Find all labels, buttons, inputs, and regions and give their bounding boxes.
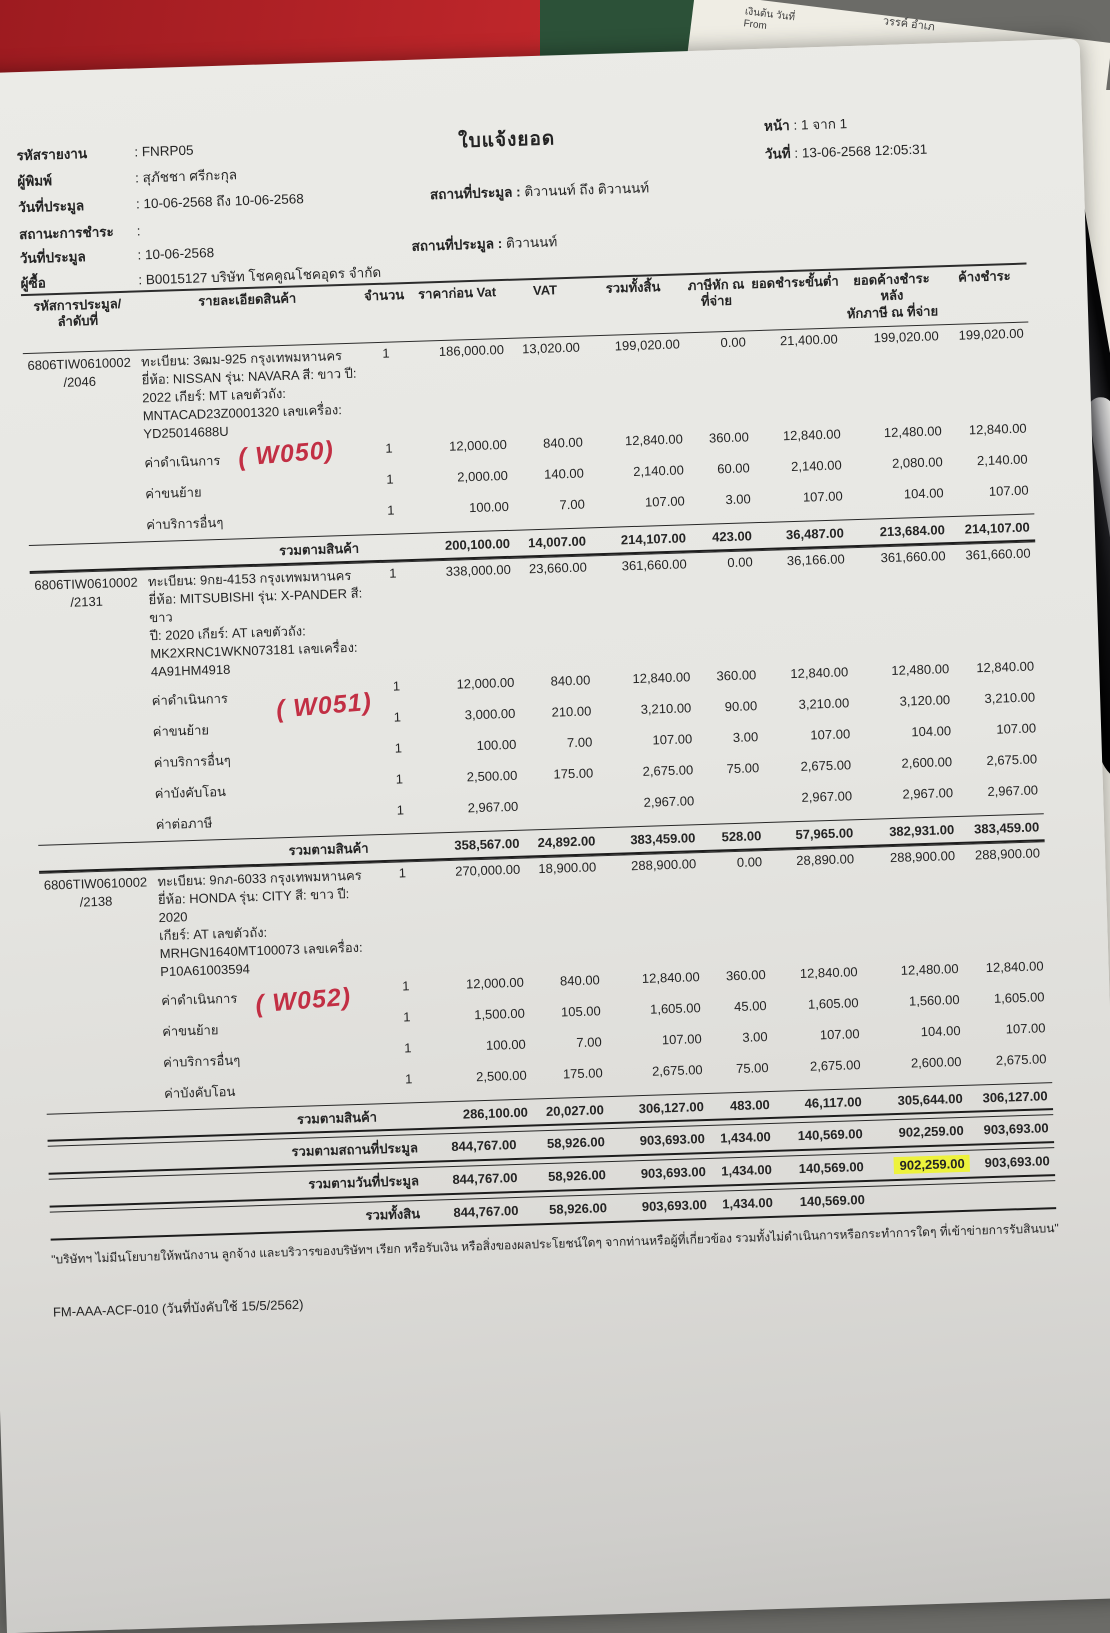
amount-cell: 200,100.00 <box>444 535 511 553</box>
amount-cell: 358,567.00 <box>454 835 520 853</box>
amount-cell: 1,560.00 <box>908 991 960 1009</box>
amount-cell: 90.00 <box>724 697 758 714</box>
amount-cell: 844,767.00 <box>451 1137 517 1155</box>
amount-cell: 60.00 <box>716 460 750 477</box>
handwritten-annotation: ( W051) <box>274 687 373 724</box>
amount-cell: 12,840.00 <box>985 958 1044 975</box>
amount-cell: 3,210.00 <box>984 689 1036 706</box>
amount-cell <box>369 544 415 549</box>
field-buyer: ผู้ซื้อ : B0015127 บริษัท โชคคูณโชคอุดร จำกัด <box>20 264 382 292</box>
amount-cell: 107.00 <box>988 482 1029 499</box>
amount-cell: 12,840.00 <box>968 420 1027 438</box>
amount-cell: 1 <box>386 471 394 487</box>
field-auction-date: วันที่ประมูล : 10-06-2568 <box>19 245 215 267</box>
amount-cell: 903,693.00 <box>641 1197 708 1215</box>
amount-cell: 286,100.00 <box>462 1104 529 1122</box>
amount-cell: 18,900.00 <box>538 859 597 876</box>
fee-label: ค่าบังคับโอน <box>154 783 227 801</box>
amount-cell: 100.00 <box>485 1036 526 1053</box>
amount-cell: 1,434.00 <box>722 1195 774 1212</box>
auction-id: 6806TIW0610002 /2131 <box>34 574 138 610</box>
background-text: เงินต้น วันที่ From <box>742 6 796 32</box>
amount-cell: 270,000.00 <box>454 861 521 879</box>
amount-cell: 107.00 <box>661 1030 702 1048</box>
vehicle-description-text: ทะเบียน: 9กภ-6033 กรุงเทพมหานคร ยี่ห้อ: HONDA รุ่น: CITY สี: ขาว ปี: 2020 เกียร์: AT เลขตัวถัง: MRHGN1640MT100073 เลขเครื่อง: P10A61003594 <box>157 867 363 979</box>
amount-cell: 1 <box>387 502 395 518</box>
amount-cell: 105.00 <box>560 1003 601 1020</box>
amount-cell: 2,500.00 <box>466 767 518 785</box>
amount-cell: 46,117.00 <box>804 1093 862 1111</box>
empty-cell <box>26 445 139 480</box>
amount-cell: 840.00 <box>542 434 584 451</box>
amount-cell: 903,693.00 <box>984 1153 1050 1171</box>
auction-block <box>23 322 1035 572</box>
empty-cell <box>27 476 140 511</box>
fee-label: ค่าบังคับโอน <box>163 1083 236 1101</box>
background-text: วรรค์ อำเภ <box>882 15 936 34</box>
vehicle-description-text: ทะเบียน: 3ฒม-925 กรุงเทพมหานคร ยี่ห้อ: NISSAN รุ่น: NAVARA สี: ขาว ปี: 2022 เกียร์: MT เลขตัวถัง: MNTACAD23Z0001320 เลขเครื่อง: YD25014688U <box>140 347 357 442</box>
field-report-code: รหัสรายงาน : FNRP05 <box>16 142 194 164</box>
amount-cell: 483.00 <box>729 1096 770 1114</box>
amount-cell: 361,660.00 <box>880 547 946 566</box>
empty-cell <box>29 555 141 559</box>
amount-cell: 214,107.00 <box>964 519 1030 537</box>
amount-cell: 360.00 <box>725 966 766 984</box>
amount-cell <box>523 793 599 800</box>
amount-cell: 2,675.00 <box>800 757 852 774</box>
amount-cell: 107.00 <box>1005 1020 1046 1037</box>
amount-cell <box>699 788 765 795</box>
vehicle-description <box>151 863 382 983</box>
amount-cell: 1 <box>385 440 393 456</box>
empty-cell <box>43 983 156 1018</box>
auction-block <box>39 841 1053 1141</box>
empty-cell <box>45 1045 158 1080</box>
empty-cell <box>46 1076 159 1111</box>
empty-cell <box>35 745 148 780</box>
amount-cell: 24,892.00 <box>537 833 596 850</box>
amount-cell: 210.00 <box>551 703 592 720</box>
amount-cell: 423.00 <box>711 528 753 545</box>
summary-label: รวมทั้งสิน <box>365 1206 421 1224</box>
amount-cell: 13,020.00 <box>521 339 581 357</box>
amount-cell: 1,605.00 <box>649 999 701 1017</box>
empty-cell <box>37 807 150 842</box>
amount-cell: 2,500.00 <box>475 1067 527 1084</box>
amount-cell: 12,840.00 <box>782 426 841 444</box>
anti-bribery-disclaimer: "บริษัทฯ ไม่มีนโยบายให้พนักงาน ลูกจ้าง และบริวารของบริษัทฯ เรียก หรือรับเงิน หรือสิ่งของผลประโยชน์ใดๆ จากท่านหรือผู้ที่เกี่ยวข้อง รวมทั้งไม่ดำเนินการหรือกระทำการใดๆ ที่เข้าข่ายการรับสินบน" <box>51 1220 1059 1267</box>
amount-cell: 288,900.00 <box>630 855 697 873</box>
amount-cell: 361,660.00 <box>621 556 687 574</box>
amount-cell: 175.00 <box>562 1064 603 1082</box>
amount-cell: 1,500.00 <box>473 1005 526 1022</box>
fee-label: ค่าบริการอื่นๆ <box>162 1052 241 1070</box>
amount-cell: 1 <box>394 740 403 756</box>
amount-cell <box>971 1192 1056 1199</box>
amount-cell: 1 <box>401 978 410 994</box>
amount-cell: 45.00 <box>733 997 767 1014</box>
fee-label: ค่าดำเนินการ <box>160 990 238 1008</box>
amount-cell: 2,600.00 <box>901 753 953 771</box>
amount-cell: 3,000.00 <box>464 705 516 723</box>
amount-cell <box>387 1113 433 1118</box>
amount-cell: 361,660.00 <box>965 545 1031 563</box>
field-print-datetime: วันที่ : 13-06-2568 12:05:31 <box>764 141 928 162</box>
amount-cell: 2,140.00 <box>976 451 1028 468</box>
amount-cell: 3.00 <box>732 728 759 745</box>
auction-block <box>30 541 1045 872</box>
fee-label: ค่าบริการอื่นๆ <box>153 752 231 770</box>
amount-cell: 199,020.00 <box>873 328 939 346</box>
amount-cell: 3,120.00 <box>899 691 951 709</box>
field-auction-date-range: วันที่ประมูล : 10-06-2568 ถึง 10-06-2568 <box>17 191 304 216</box>
amount-cell: 2,675.00 <box>995 1051 1047 1068</box>
page-title: ใบแจ้งยอด <box>458 128 556 153</box>
amount-cell: 199,020.00 <box>614 336 681 354</box>
amount-cell: 288,900.00 <box>974 845 1041 863</box>
amount-cell: 58,926.00 <box>546 1134 606 1152</box>
amount-cell: 12,840.00 <box>641 968 700 986</box>
amount-cell: 107.00 <box>802 488 843 505</box>
amount-cell: 140,569.00 <box>798 1159 865 1177</box>
amount-cell: 140,569.00 <box>799 1192 866 1210</box>
amount-cell: 528.00 <box>721 827 762 845</box>
amount-cell: 2,140.00 <box>790 457 842 474</box>
amount-cell: 1 <box>403 1039 412 1056</box>
amount-cell: 213,684.00 <box>879 521 946 540</box>
fee-label: ค่าขนย้าย <box>145 484 202 502</box>
amount-cell: 75.00 <box>726 759 760 776</box>
amount-cell: 107.00 <box>810 726 851 743</box>
empty-cell <box>33 683 146 718</box>
amount-cell: 903,693.00 <box>983 1120 1049 1138</box>
amount-cell: 21,400.00 <box>779 331 838 349</box>
column-header: จำนวน <box>363 287 405 304</box>
amount-cell: 12,840.00 <box>799 963 858 981</box>
amount-cell: 360.00 <box>716 666 757 684</box>
amount-cell: 3.00 <box>725 491 751 507</box>
amount-cell: 58,926.00 <box>547 1167 607 1185</box>
amount-cell: 305,644.00 <box>897 1090 963 1108</box>
fee-label: ค่าขนย้าย <box>152 722 210 739</box>
vehicle-description <box>135 343 366 445</box>
amount-cell: 903,693.00 <box>639 1131 706 1149</box>
amount-cell: 104.00 <box>903 485 944 502</box>
amount-cell: 2,967.00 <box>987 782 1039 799</box>
amount-cell: 186,000.00 <box>438 341 505 359</box>
column-header: รหัสการประมูล/ ลำดับที่ <box>33 295 122 330</box>
fee-label: ค่าบริการอื่นๆ <box>146 514 224 533</box>
amount-cell: 7.00 <box>576 1034 602 1050</box>
column-header: รายละเอียดสินค้า <box>198 290 297 309</box>
amount-cell: 140,569.00 <box>797 1126 863 1144</box>
amount-cell: 2,967.00 <box>467 798 519 816</box>
amount-cell: 0.00 <box>736 853 763 870</box>
subtotal-label: รวมตามสินค้า <box>278 540 360 558</box>
fee-label: ค่าดำเนินการ <box>144 452 221 471</box>
amount-cell: 214,107.00 <box>620 530 687 548</box>
amount-cell: 383,459.00 <box>973 819 1040 837</box>
amount-cell: 104.00 <box>911 722 952 740</box>
amount-cell: 175.00 <box>553 765 594 782</box>
amount-cell: 1 <box>389 565 397 581</box>
auction-table <box>21 263 1056 1241</box>
empty-cell <box>44 1014 157 1049</box>
amount-cell <box>870 1194 971 1201</box>
subtotal-label: รวมตามสินค้า <box>288 840 369 858</box>
amount-cell: 12,840.00 <box>624 431 684 448</box>
amount-cell: 1 <box>396 802 405 818</box>
amount-cell: 903,693.00 <box>640 1164 707 1182</box>
amount-cell: 107.00 <box>996 720 1037 737</box>
amount-cell: 338,000.00 <box>445 561 512 579</box>
column-header: รวมทั้งสิ้น <box>605 279 661 296</box>
amount-cell: 0.00 <box>720 334 747 350</box>
amount-cell: 3,210.00 <box>798 695 850 712</box>
amount-cell: 7.00 <box>566 734 593 750</box>
amount-cell: 104.00 <box>920 1022 961 1039</box>
summary-label: รวมตามวันที่ประมูล <box>308 1173 420 1192</box>
amount-cell: 1 <box>395 771 404 787</box>
amount-cell: 12,480.00 <box>891 660 950 678</box>
amount-cell: 1 <box>404 1070 413 1087</box>
amount-cell: 12,840.00 <box>976 658 1035 676</box>
amount-cell: 100.00 <box>468 498 510 515</box>
amount-cell: 2,675.00 <box>986 751 1038 768</box>
auction-id: 6806TIW0610002 /2138 <box>43 874 148 910</box>
amount-cell: 1 <box>402 1009 411 1025</box>
amount-cell: 107.00 <box>644 493 685 510</box>
column-header: VAT <box>532 282 558 299</box>
amount-cell: 12,480.00 <box>883 423 942 440</box>
amount-cell: 2,080.00 <box>891 454 943 471</box>
form-code: FM-AAA-ACF-010 (วันที่บังคับใช้ 15/5/2562) <box>52 1296 304 1320</box>
column-header: ราคาก่อน Vat <box>417 284 497 302</box>
amount-cell: 23,660.00 <box>528 559 588 577</box>
amount-cell: 199,020.00 <box>958 325 1024 343</box>
field-page-number: หน้า : 1 จาก 1 <box>763 116 848 134</box>
amount-cell: 1 <box>382 345 390 361</box>
amount-cell: 14,007.00 <box>527 533 587 551</box>
amount-cell: 1,434.00 <box>720 1162 773 1179</box>
amount-cell: 2,967.00 <box>643 792 695 810</box>
fee-label: ค่าดำเนินการ <box>151 690 229 708</box>
amount-cell: 288,900.00 <box>889 847 956 865</box>
amount-cell: 28,890.00 <box>796 850 855 868</box>
amount-cell: 36,166.00 <box>786 551 845 568</box>
amount-cell: 382,931.00 <box>888 821 955 839</box>
amount-cell: 2,675.00 <box>642 762 694 779</box>
fee-label: ค่าต่อภาษี <box>155 815 213 832</box>
auction-id: 6806TIW0610002 /2046 <box>27 354 132 390</box>
amount-cell: 2,675.00 <box>651 1061 703 1079</box>
amount-cell: 36,487.00 <box>785 525 845 542</box>
amount-cell: 902,259.00 <box>893 1155 970 1174</box>
amount-cell: 20,027.00 <box>545 1101 605 1119</box>
handwritten-annotation: ( W050) <box>237 435 335 472</box>
fee-label: ค่าขนย้าย <box>161 1022 219 1039</box>
handwritten-annotation: ( W052) <box>254 982 353 1019</box>
amount-cell: 2,967.00 <box>801 788 853 805</box>
amount-cell: 107.00 <box>819 1025 860 1043</box>
amount-cell: 1 <box>393 709 402 725</box>
amount-cell: 12,000.00 <box>465 974 525 992</box>
amount-cell: 3.00 <box>742 1028 768 1045</box>
amount-cell: 0.00 <box>727 554 753 570</box>
amount-cell <box>378 844 424 849</box>
column-header: ค้างชำระ <box>957 268 1011 285</box>
amount-cell: 306,127.00 <box>982 1088 1048 1106</box>
amount-cell: 306,127.00 <box>638 1098 705 1116</box>
amount-cell: 2,675.00 <box>809 1056 861 1074</box>
amount-cell: 7.00 <box>559 496 586 513</box>
amount-cell: 3,210.00 <box>640 700 692 717</box>
amount-cell: 57,965.00 <box>795 825 854 842</box>
amount-cell: 902,259.00 <box>898 1123 964 1141</box>
amount-cell: 140.00 <box>543 465 585 482</box>
amount-cell: 1,605.00 <box>993 989 1045 1006</box>
amount-cell: 1 <box>392 678 401 694</box>
summary-label: รวมตามสถานที่ประมูล <box>291 1140 419 1160</box>
amount-cell: 840.00 <box>550 672 591 689</box>
amount-cell: 1,434.00 <box>719 1129 772 1146</box>
column-header: ยอดชำระขั้นต่ำ <box>750 273 839 292</box>
empty-cell <box>28 507 141 542</box>
amount-cell: 58,926.00 <box>548 1200 608 1218</box>
amount-cell: 840.00 <box>559 972 600 989</box>
vehicle-description-text: ทะเบียน: 9กย-4153 กรุงเทพมหานคร ยี่ห้อ: MITSUBISHI รุ่น: X-PANDER สี: ขาว ปี: 2020 เกียร์: AT เลขตัวถัง: MK2XRNC1WKN073181 เลขเครื่อง: 4A91HM4918 <box>147 567 363 679</box>
amount-cell: 360.00 <box>708 429 750 446</box>
empty-cell <box>47 1123 159 1127</box>
amount-cell: 12,840.00 <box>790 664 849 681</box>
empty-cell <box>34 714 147 749</box>
statement-paper <box>0 39 1110 1633</box>
amount-cell: 12,840.00 <box>632 669 691 686</box>
amount-cell: 100.00 <box>476 736 517 753</box>
subtotal-label: รวมตามสินค้า <box>296 1109 378 1127</box>
vehicle-description <box>142 563 373 683</box>
empty-cell <box>36 776 149 811</box>
amount-cell: 2,967.00 <box>902 784 954 802</box>
amount-cell: 383,459.00 <box>630 829 696 848</box>
amount-cell: 12,000.00 <box>448 436 508 454</box>
amount-cell: 2,600.00 <box>910 1053 962 1071</box>
column-header: ภาษีหัก ณ ที่จ่าย <box>687 276 745 310</box>
amount-cell: 844,767.00 <box>452 1170 518 1188</box>
amount-cell: 12,000.00 <box>456 674 515 692</box>
amount-cell: 2,000.00 <box>457 467 509 485</box>
amount-cell: 2,140.00 <box>632 462 685 479</box>
amount-cell: 12,480.00 <box>900 960 959 978</box>
empty-cell <box>39 855 151 859</box>
amount-cell: 75.00 <box>735 1059 769 1076</box>
field-auction-place: สถานที่ประมูล : ติวานนท์ <box>411 234 558 254</box>
amount-cell: 844,767.00 <box>453 1203 519 1221</box>
field-printed-by: ผู้พิมพ์ : สุภัชชา ศรีกะกุล <box>17 167 238 190</box>
column-header: ยอดค้างชำระหลัง หักภาษี ณ ที่จ่าย <box>846 270 939 321</box>
amount-cell: 1,605.00 <box>807 994 859 1012</box>
field-auction-place-range: สถานที่ประมูล : ติวานนท์ ถึง ติวานนท์ <box>429 180 650 203</box>
amount-cell: 107.00 <box>652 731 693 748</box>
amount-cell: 1 <box>398 865 407 881</box>
field-payment-status: สถานะการชำระ : <box>18 223 141 243</box>
